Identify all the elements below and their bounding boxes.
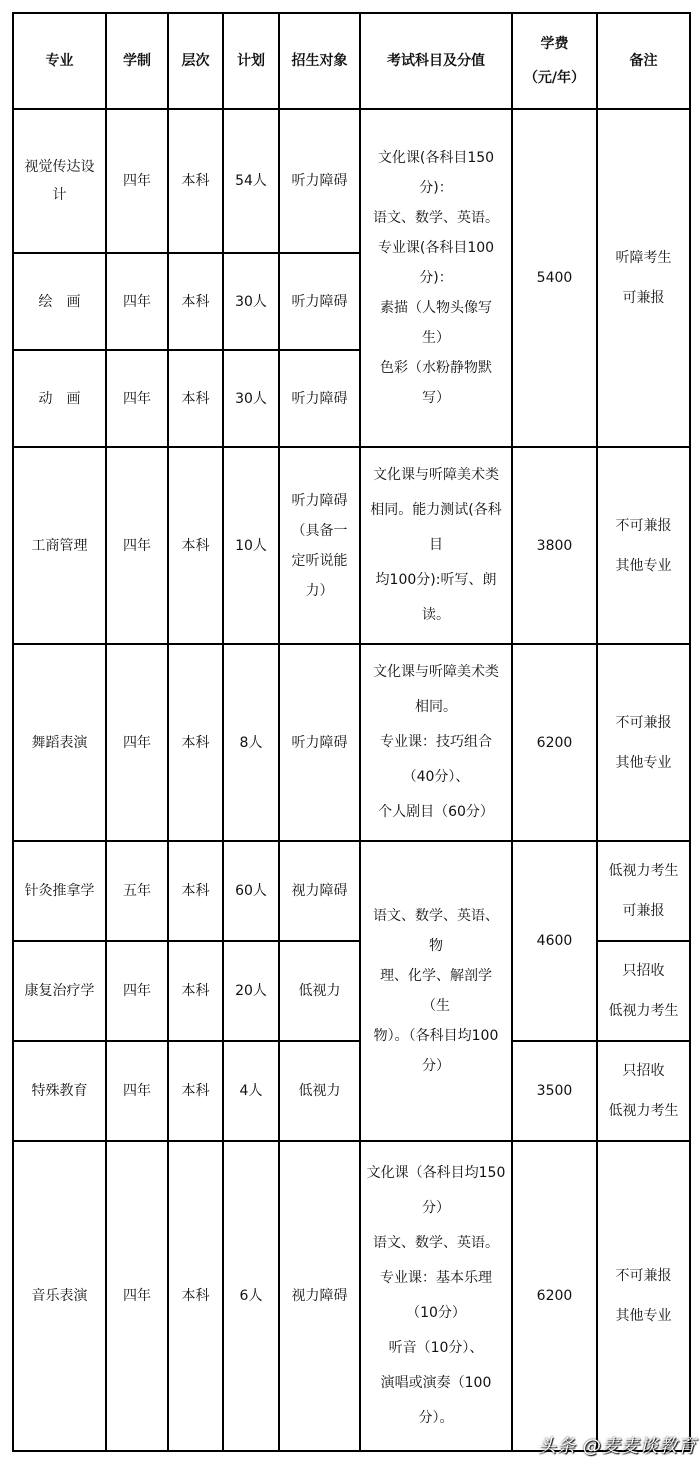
plan-cell: 60人 xyxy=(223,841,279,941)
exam-cell: 文化课与听障美术类 相同。能力测试(各科 目 均100分):听写、朗 读。 xyxy=(360,447,512,644)
header-years: 学制 xyxy=(106,13,168,109)
level-cell: 本科 xyxy=(168,109,223,253)
target-cell: 听力障碍 xyxy=(279,644,360,841)
plan-cell: 30人 xyxy=(223,253,279,350)
fee-cell: 6200 xyxy=(512,1141,597,1451)
plan-cell: 4人 xyxy=(223,1041,279,1141)
plan-cell: 6人 xyxy=(223,1141,279,1451)
header-target: 招生对象 xyxy=(279,13,360,109)
target-cell: 听力障碍 xyxy=(279,109,360,253)
fee-cell: 3800 xyxy=(512,447,597,644)
level-cell: 本科 xyxy=(168,253,223,350)
years-cell: 四年 xyxy=(106,941,168,1041)
exam-cell: 语文、数学、英语、 物 理、化学、解剖学 （生 物）。（各科目均100 分） xyxy=(360,841,512,1141)
years-cell: 四年 xyxy=(106,644,168,841)
years-cell: 四年 xyxy=(106,109,168,253)
header-plan: 计划 xyxy=(223,13,279,109)
header-row xyxy=(13,13,690,109)
note-cell: 不可兼报 其他专业 xyxy=(597,447,690,644)
major-cell: 视觉传达设计 xyxy=(13,109,106,253)
exam-cell: 文化课（各科目均150 分） 语文、数学、英语。 专业课：基本乐理 （10分） 听音（10分）、 演唱或演奏（100 分）。 xyxy=(360,1141,512,1451)
note-cell: 只招收 低视力考生 xyxy=(597,1041,690,1141)
major-cell: 特殊教育 xyxy=(13,1041,106,1141)
exam-cell: 文化课(各科目150 分)： 语文、数学、英语。 专业课(各科目100 分)： 素描（人物头像写 生） 色彩（水粉静物默 写） xyxy=(360,109,512,447)
years-cell: 四年 xyxy=(106,253,168,350)
years-cell: 四年 xyxy=(106,447,168,644)
fee-cell: 4600 xyxy=(512,841,597,1041)
header-note: 备注 xyxy=(597,13,690,109)
major-cell: 康复治疗学 xyxy=(13,941,106,1041)
level-cell: 本科 xyxy=(168,644,223,841)
target-cell: 低视力 xyxy=(279,1041,360,1141)
table-row xyxy=(13,644,690,841)
level-cell: 本科 xyxy=(168,941,223,1041)
table-row xyxy=(13,1041,690,1141)
years-cell: 五年 xyxy=(106,841,168,941)
level-cell: 本科 xyxy=(168,350,223,447)
plan-cell: 30人 xyxy=(223,350,279,447)
target-cell: 低视力 xyxy=(279,941,360,1041)
note-cell: 只招收 低视力考生 xyxy=(597,941,690,1041)
years-cell: 四年 xyxy=(106,1041,168,1141)
level-cell: 本科 xyxy=(168,841,223,941)
header-major: 专业 xyxy=(13,13,106,109)
years-cell: 四年 xyxy=(106,1141,168,1451)
major-cell: 工商管理 xyxy=(13,447,106,644)
fee-cell: 6200 xyxy=(512,644,597,841)
years-cell: 四年 xyxy=(106,350,168,447)
major-cell: 音乐表演 xyxy=(13,1141,106,1451)
table-row xyxy=(13,447,690,644)
major-cell: 绘 画 xyxy=(13,253,106,350)
level-cell: 本科 xyxy=(168,447,223,644)
major-cell: 动 画 xyxy=(13,350,106,447)
exam-cell: 文化课与听障美术类 相同。 专业课：技巧组合 （40分）、 个人剧目（60分） xyxy=(360,644,512,841)
target-cell: 听力障碍 （具备一 定听说能 力） xyxy=(279,447,360,644)
note-cell: 听障考生 可兼报 xyxy=(597,109,690,447)
plan-cell: 54人 xyxy=(223,109,279,253)
note-cell: 不可兼报 其他专业 xyxy=(597,1141,690,1451)
fee-cell: 5400 xyxy=(512,109,597,447)
note-cell: 低视力考生 可兼报 xyxy=(597,841,690,941)
level-cell: 本科 xyxy=(168,1041,223,1141)
major-cell: 舞蹈表演 xyxy=(13,644,106,841)
header-level: 层次 xyxy=(168,13,223,109)
target-cell: 视力障碍 xyxy=(279,1141,360,1451)
table-row xyxy=(13,109,690,253)
target-cell: 听力障碍 xyxy=(279,253,360,350)
plan-cell: 8人 xyxy=(223,644,279,841)
header-fee: 学费 （元/年） xyxy=(512,13,597,109)
table-row xyxy=(13,841,690,941)
plan-cell: 10人 xyxy=(223,447,279,644)
level-cell: 本科 xyxy=(168,1141,223,1451)
major-cell: 针灸推拿学 xyxy=(13,841,106,941)
watermark: 头条 @麦麦谈教育 xyxy=(538,1436,697,1457)
header-exam: 考试科目及分值 xyxy=(360,13,512,109)
target-cell: 视力障碍 xyxy=(279,841,360,941)
admission-table xyxy=(12,12,691,1452)
plan-cell: 20人 xyxy=(223,941,279,1041)
target-cell: 听力障碍 xyxy=(279,350,360,447)
table-row xyxy=(13,1141,690,1451)
fee-cell: 3500 xyxy=(512,1041,597,1141)
note-cell: 不可兼报 其他专业 xyxy=(597,644,690,841)
